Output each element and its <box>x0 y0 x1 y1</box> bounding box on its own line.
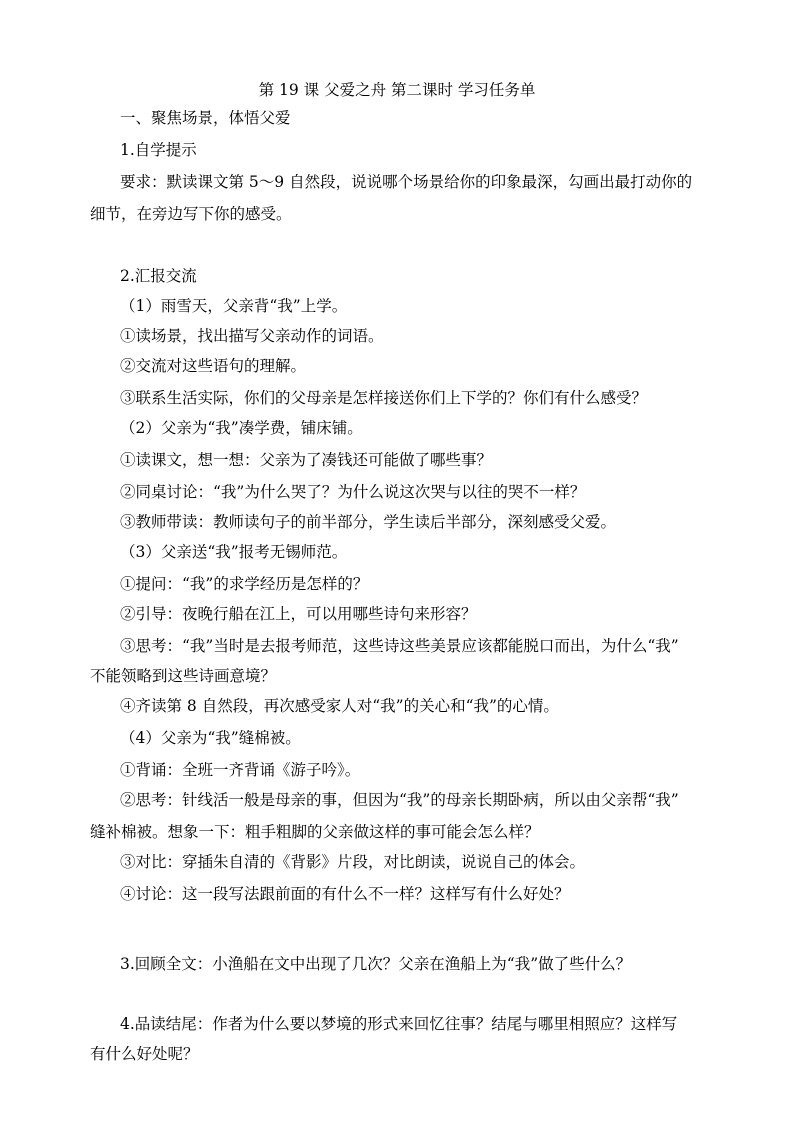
paragraph-line: ①提问：“我”的求学经历是怎样的？ <box>120 575 369 593</box>
paragraph-line: 缝补棉被。想象一下：粗手粗脚的父亲做这样的事可能会怎么样？ <box>90 823 540 841</box>
subsection-heading: （2）父亲为“我”凑学费，铺床铺。 <box>120 419 363 437</box>
paragraph-line: 细节，在旁边写下你的感受。 <box>90 205 292 223</box>
paragraph-line: ①读课文，想一想：父亲为了凑钱还可能做了哪些事？ <box>120 451 493 469</box>
paragraph-line: 有什么好处呢？ <box>90 1045 199 1063</box>
subsection-heading: （3）父亲送“我”报考无锡师范。 <box>120 543 348 561</box>
paragraph-line: ②思考：针线活一般是母亲的事，但因为“我”的母亲长期卧病，所以由父亲帮“我” <box>120 791 679 809</box>
item-heading: 2.汇报交流 <box>120 267 197 285</box>
paragraph-line: 要求：默读课文第 5～9 自然段，说说哪个场景给你的印象最深，勾画出最打动你的 <box>120 173 693 191</box>
paragraph-line: ③教师带读：教师读句子的前半部分，学生读后半部分，深刻感受父爱。 <box>120 513 617 531</box>
paragraph-line: ④齐读第 8 自然段，再次感受家人对“我”的关心和“我”的心情。 <box>120 697 559 715</box>
item-heading: 3.回顾全文：小渔船在文中出现了几次？父亲在渔船上为“我”做了些什么？ <box>120 955 632 973</box>
paragraph-line: ②引导：夜晚行船在江上，可以用哪些诗句来形容？ <box>120 605 477 623</box>
paragraph-line: ①读场景，找出描写父亲动作的词语。 <box>120 327 384 345</box>
subsection-heading: （4）父亲为“我”缝棉被。 <box>120 729 301 747</box>
paragraph-line: ③思考：“我”当时是去报考师范，这些诗这些美景应该都能脱口而出，为什么“我” <box>120 637 679 655</box>
item-heading: 4.品读结尾：作者为什么要以梦境的形式来回忆往事？结尾与哪里相照应？这样写 <box>120 1015 678 1033</box>
page-title: 第 19 课 父爱之舟 第二课时 学习任务单 <box>258 81 536 99</box>
paragraph-line: ②交流对这些语句的理解。 <box>120 357 307 375</box>
paragraph-line: ④讨论：这一段写法跟前面的有什么不一样？这样写有什么好处？ <box>120 885 570 903</box>
paragraph-line: ②同桌讨论：“我”为什么哭了？为什么说这次哭与以往的哭不一样？ <box>120 483 586 501</box>
paragraph-line: 不能领略到这些诗画意境？ <box>90 667 277 685</box>
section-heading: 一、聚焦场景，体悟父爱 <box>120 109 291 127</box>
item-heading: 1.自学提示 <box>120 141 197 159</box>
paragraph-line: ①背诵：全班一齐背诵《游子吟》。 <box>120 761 361 779</box>
paragraph-line: ③对比：穿插朱自清的《背影》片段，对比朗读，说说自己的体会。 <box>120 853 586 871</box>
paragraph-line: ③联系生活实际，你们的父母亲是怎样接送你们上下学的？你们有什么感受？ <box>120 389 648 407</box>
subsection-heading: （1）雨雪天，父亲背“我”上学。 <box>120 297 348 315</box>
